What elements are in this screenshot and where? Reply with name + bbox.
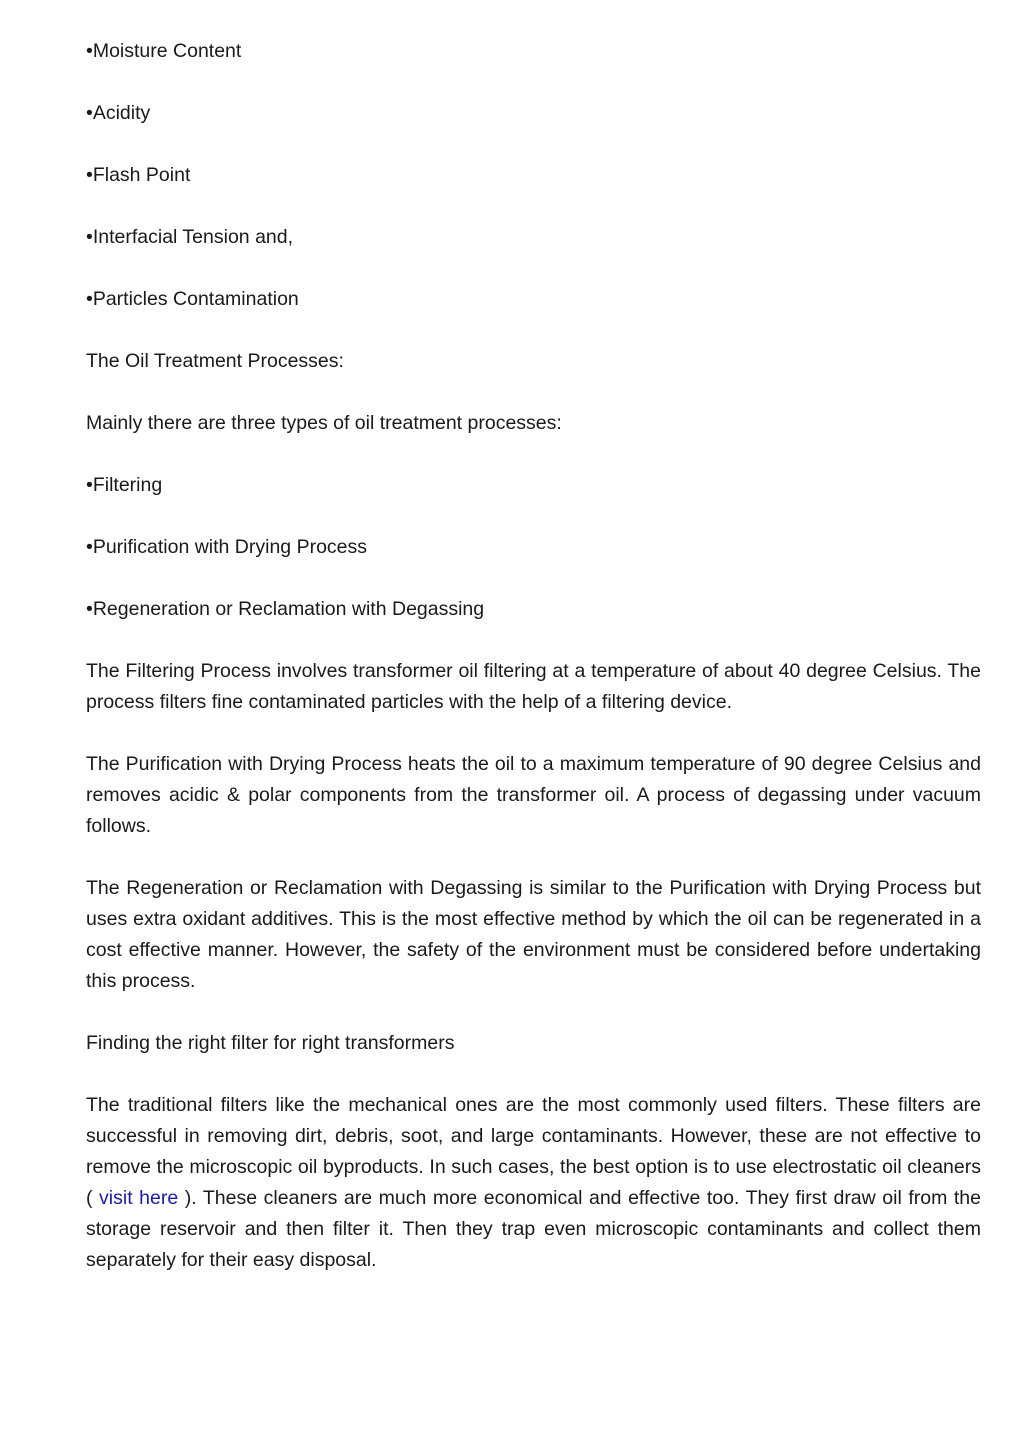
bullet-filtering: •Filtering [86,474,163,496]
bullet-interfacial-tension: •Interfacial Tension and, [86,226,294,248]
bullet-acidity: •Acidity [86,102,151,124]
bullet-particles-contamination: •Particles Contamination [86,288,299,310]
bullet-moisture-content: •Moisture Content [86,40,242,62]
paragraph-regeneration: The Regeneration or Reclamation with Degassing is similar to the Purification with Drying Process but uses extra oxidant additives. This is the most effective method by which the oil can be regenerated in a cost effective manner. However, the safety of the environment must be considered before undertaking this process. [86,877,981,992]
bullet-regeneration: •Regeneration or Reclamation with Degassing [86,598,485,620]
intro-processes: Mainly there are three types of oil treatment processes: [86,412,562,434]
bullet-purification: •Purification with Drying Process [86,536,368,558]
heading-oil-treatment-processes: The Oil Treatment Processes: [86,350,344,372]
paragraph-filtering: The Filtering Process involves transformer oil filtering at a temperature of about 40 degree Celsius. The process filters fine contaminated particles with the help of a filtering device. [86,660,981,713]
traditional-text-start: The traditional filters like the mechanical ones are the most commonly used filters. These filters are successful in removing dirt, debris, soot, and large contaminants. However, these are not effective to remove the microscopic oil byproducts. In such cases, the best option is to use electrostatic oil cleaners ( [86,1094,981,1209]
visit-here-link[interactable]: visit here [99,1187,179,1209]
paragraph-purification: The Purification with Drying Process heats the oil to a maximum temperature of 90 degree Celsius and removes acidic & polar components from the transformer oil. A process of degassing under vacuum follows. [86,753,981,837]
traditional-text-end: ). These cleaners are much more economical and effective too. They first draw oil from the storage reservoir and then filter it. Then they trap even microscopic contaminants and collect them separately for their easy disposal. [86,1187,981,1271]
bullet-flash-point: •Flash Point [86,164,191,186]
document-page [86,36,981,1307]
paragraph-traditional-filters [86,1090,981,1276]
heading-finding-right-filter: Finding the right filter for right transformers [86,1032,455,1054]
